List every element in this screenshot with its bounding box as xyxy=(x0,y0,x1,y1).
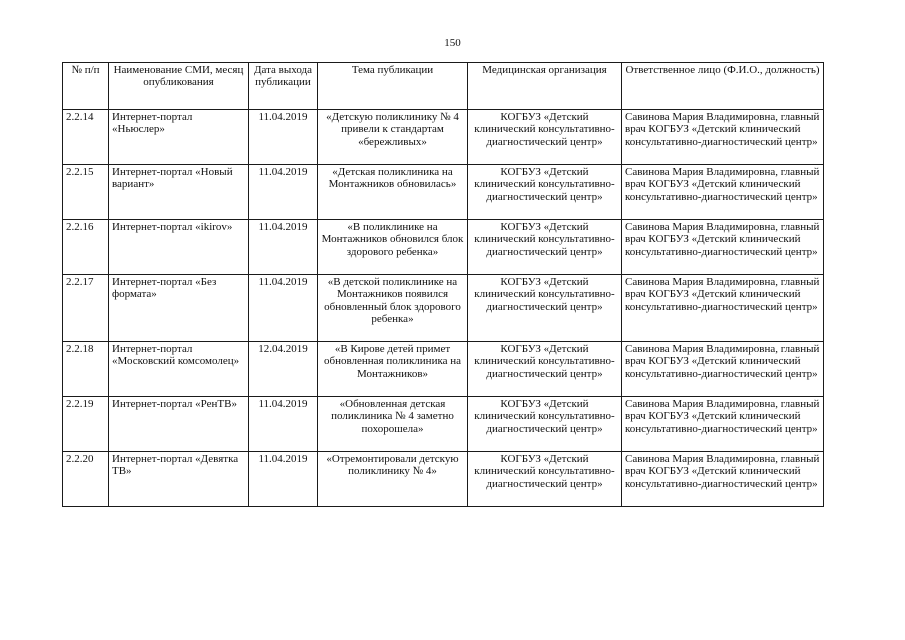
table-row xyxy=(63,452,824,507)
row-topic: «В детской поликлинике на Монтажников появился обновленный блок здорового ребенка» xyxy=(318,275,468,342)
row-responsible: Савинова Мария Владимировна, главный врач КОГБУЗ «Детский клинический консультативно-диагностический центр» xyxy=(622,110,824,165)
row-responsible: Савинова Мария Владимировна, главный врач КОГБУЗ «Детский клинический консультативно-диагностический центр» xyxy=(622,452,824,507)
table-row xyxy=(63,220,824,275)
row-topic: «Обновленная детская поликлиника № 4 заметно похорошела» xyxy=(318,397,468,452)
row-responsible: Савинова Мария Владимировна, главный врач КОГБУЗ «Детский клинический консультативно-диагностический центр» xyxy=(622,342,824,397)
row-topic: «Детскую поликлинику № 4 привели к стандартам «бережливых» xyxy=(318,110,468,165)
row-date: 11.04.2019 xyxy=(249,275,318,342)
row-number: 2.2.17 xyxy=(63,275,109,342)
header-number: № п/п xyxy=(63,63,109,110)
row-date: 11.04.2019 xyxy=(249,110,318,165)
row-responsible: Савинова Мария Владимировна, главный врач КОГБУЗ «Детский клинический консультативно-диагностический центр» xyxy=(622,165,824,220)
table-row xyxy=(63,165,824,220)
row-number: 2.2.20 xyxy=(63,452,109,507)
header-topic: Тема публикации xyxy=(318,63,468,110)
row-organization: КОГБУЗ «Детский клинический консультативно-диагностический центр» xyxy=(468,110,622,165)
row-topic: «В поликлинике на Монтажников обновился блок здорового ребенка» xyxy=(318,220,468,275)
table-row xyxy=(63,342,824,397)
header-responsible: Ответственное лицо (Ф.И.О., должность) xyxy=(622,63,824,110)
header-organization: Медицинская организация xyxy=(468,63,622,110)
row-media: Интернет-портал «Девятка ТВ» xyxy=(109,452,249,507)
row-organization: КОГБУЗ «Детский клинический консультативно-диагностический центр» xyxy=(468,275,622,342)
row-number: 2.2.16 xyxy=(63,220,109,275)
table-header-row xyxy=(63,63,824,110)
row-date: 11.04.2019 xyxy=(249,220,318,275)
row-date: 12.04.2019 xyxy=(249,342,318,397)
header-media: Наименование СМИ, месяц опубликования xyxy=(109,63,249,110)
row-topic: «В Кирове детей примет обновленная поликлиника на Монтажников» xyxy=(318,342,468,397)
row-media: Интернет-портал «ikirov» xyxy=(109,220,249,275)
row-date: 11.04.2019 xyxy=(249,452,318,507)
row-media: Интернет-портал «Без формата» xyxy=(109,275,249,342)
page-number: 150 xyxy=(444,37,461,49)
row-responsible: Савинова Мария Владимировна, главный врач КОГБУЗ «Детский клинический консультативно-диагностический центр» xyxy=(622,220,824,275)
row-date: 11.04.2019 xyxy=(249,165,318,220)
row-media: Интернет-портал «Московский комсомолец» xyxy=(109,342,249,397)
table-row xyxy=(63,397,824,452)
row-organization: КОГБУЗ «Детский клинический консультативно-диагностический центр» xyxy=(468,342,622,397)
row-number: 2.2.18 xyxy=(63,342,109,397)
row-date: 11.04.2019 xyxy=(249,397,318,452)
row-number: 2.2.15 xyxy=(63,165,109,220)
publications-table xyxy=(62,62,824,507)
row-responsible: Савинова Мария Владимировна, главный врач КОГБУЗ «Детский клинический консультативно-диагностический центр» xyxy=(622,275,824,342)
row-media: Интернет-портал «Ньюслер» xyxy=(109,110,249,165)
row-organization: КОГБУЗ «Детский клинический консультативно-диагностический центр» xyxy=(468,165,622,220)
row-topic: «Отремонтировали детскую поликлинику № 4» xyxy=(318,452,468,507)
row-organization: КОГБУЗ «Детский клинический консультативно-диагностический центр» xyxy=(468,397,622,452)
row-number: 2.2.14 xyxy=(63,110,109,165)
header-date: Дата выхода публикации xyxy=(249,63,318,110)
row-organization: КОГБУЗ «Детский клинический консультативно-диагностический центр» xyxy=(468,452,622,507)
row-organization: КОГБУЗ «Детский клинический консультативно-диагностический центр» xyxy=(468,220,622,275)
row-topic: «Детская поликлиника на Монтажников обновилась» xyxy=(318,165,468,220)
row-media: Интернет-портал «РенТВ» xyxy=(109,397,249,452)
table-row xyxy=(63,110,824,165)
row-responsible: Савинова Мария Владимировна, главный врач КОГБУЗ «Детский клинический консультативно-диагностический центр» xyxy=(622,397,824,452)
table-row xyxy=(63,275,824,342)
row-number: 2.2.19 xyxy=(63,397,109,452)
row-media: Интернет-портал «Новый вариант» xyxy=(109,165,249,220)
